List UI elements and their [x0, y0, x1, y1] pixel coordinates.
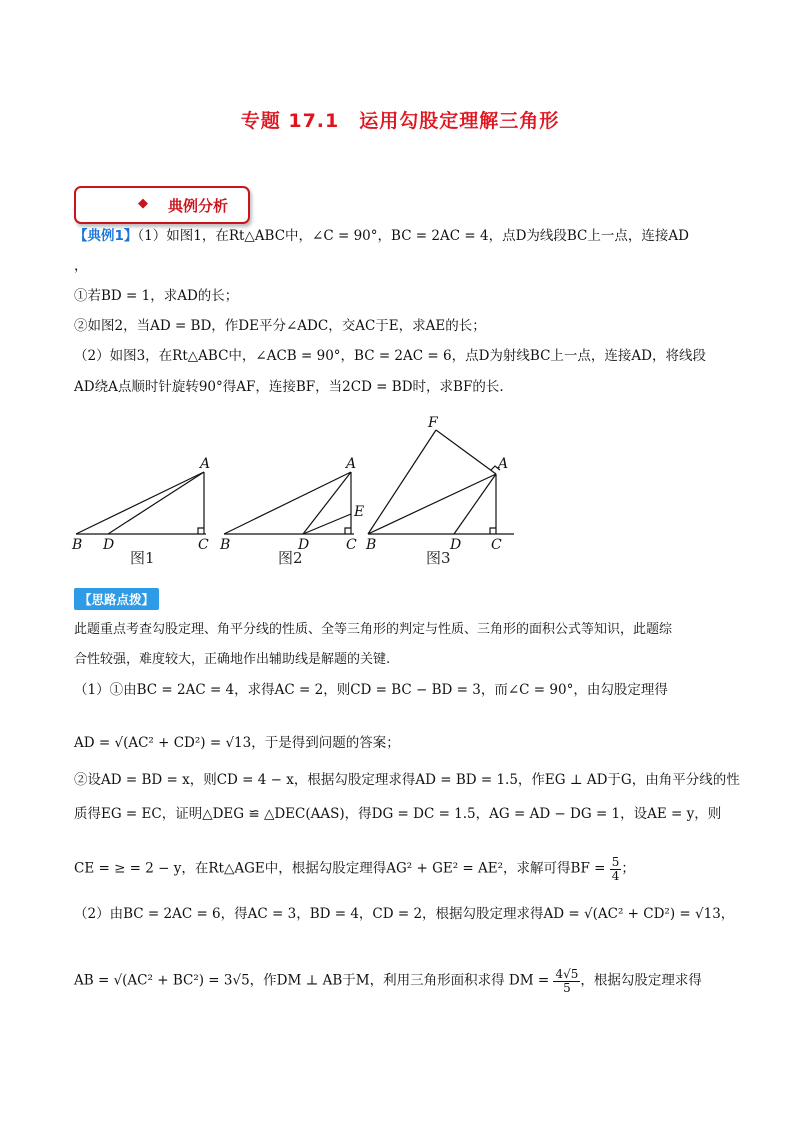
page-title: 专题 17.1 运用勾股定理解三角形 — [240, 110, 560, 132]
fig3-right-angle-c — [490, 528, 496, 534]
question-1: ①若BD = 1，求AD的长； — [74, 288, 239, 304]
fig2-ad — [303, 472, 351, 534]
fraction-dm — [553, 968, 580, 994]
fraction-bf-den: 4 — [611, 868, 620, 883]
fig1-label-b: B — [72, 537, 83, 553]
figure-1 — [76, 472, 206, 534]
solution-line-5-text: CE = ≥ = 2 − y，在Rt△AGE中，根据勾股定理得AG² + GE² = AE²，求解可得BF = — [74, 860, 606, 877]
fig2-ab — [224, 472, 351, 534]
fig1-ad — [108, 472, 204, 534]
example-comma: ， — [74, 258, 88, 274]
fraction-bf — [610, 856, 622, 882]
fig2-caption: 图2 — [278, 549, 303, 567]
fraction-dm-num: 4√5 — [555, 967, 579, 981]
fig2-label-c: C — [346, 537, 357, 553]
fig2-label-e: E — [354, 504, 365, 520]
solution-line-7-text: AB = √(AC² + BC²) = 3√5，作DM ⊥ AB于M，利用三角形面积求得 DM = — [74, 972, 550, 989]
fig2-label-d: D — [298, 537, 310, 553]
fraction-bf-num: 5 — [611, 855, 620, 869]
solution-line-1: （1）①由BC = 2AC = 4，求得AC = 2，则CD = BC − BD = 3，而∠C = 90°，由勾股定理得 — [74, 682, 668, 698]
fig3-label-b: B — [366, 537, 377, 553]
fig3-label-f: F — [428, 415, 438, 431]
section-header — [74, 186, 250, 224]
solution-line-4: 质得EG = EC，证明△DEG ≌ △DEC(AAS)，得DG = DC = 1.5，AG = AD − DG = 1，设AE = y，则 — [74, 806, 722, 822]
fig1-caption: 图1 — [130, 549, 155, 567]
solution-line-7 — [74, 968, 702, 994]
hint-badge: 【思路点拨】 — [74, 588, 159, 610]
example-line-1 — [74, 228, 689, 244]
section-label: 典例分析 — [168, 197, 229, 215]
fig2-label-a: A — [346, 456, 357, 472]
diamond-icon: ◆ — [138, 196, 148, 211]
fig3-label-d: D — [450, 537, 462, 553]
example-text-1: （1）如图1，在Rt△ABC中，∠C = 90°，BC = 2AC = 4，点D为线段BC上一点，连接AD — [137, 228, 689, 244]
question-2: ②如图2，当AD = BD，作DE平分∠ADC，交AC于E，求AE的长； — [74, 318, 486, 334]
example-tag: 【典例1】 — [74, 228, 138, 244]
fig3-ad — [454, 474, 496, 534]
figure-3 — [368, 430, 514, 534]
fig3-label-a: A — [498, 456, 509, 472]
solution-line-7-end: ，根据勾股定理求得 — [580, 972, 702, 989]
question-3a: （2）如图3，在Rt△ABC中，∠ACB = 90°，BC = 2AC = 6，点D为射线BC上一点，连接AD，将线段 — [74, 348, 706, 364]
solution-line-3: ②设AD = BD = x，则CD = 4 − x，根据勾股定理求得AD = BD = 1.5，作EG ⊥ AD于G，由角平分线的性 — [74, 772, 740, 788]
fig2-label-b: B — [220, 537, 231, 553]
fig1-label-d: D — [103, 537, 115, 553]
solution-line-2: AD = √(AC² + CD²) = √13，于是得到问题的答案； — [74, 735, 400, 751]
fig3-fa — [436, 430, 496, 474]
figure-2 — [224, 472, 354, 534]
fig3-caption: 图3 — [426, 549, 451, 567]
question-3b: AD绕A点顺时针旋转90°得AF，连接BF，当2CD = BD时，求BF的长. — [74, 379, 504, 395]
solution-line-5 — [74, 856, 635, 882]
hint-para-1b: 合性较强，难度较大，正确地作出辅助线是解题的关键. — [74, 652, 391, 667]
fig1-label-c: C — [198, 537, 209, 553]
hint-para-1a: 此题重点考查勾股定理、角平分线的性质、全等三角形的判定与性质、三角形的面积公式等知识，此题综 — [74, 622, 673, 637]
geometry-figures — [70, 410, 530, 570]
fig1-ab — [76, 472, 204, 534]
solution-line-5-end: ； — [621, 860, 635, 877]
fraction-dm-den: 5 — [563, 980, 571, 995]
fig1-right-angle — [198, 528, 204, 534]
fig1-label-a: A — [200, 456, 211, 472]
fig3-label-c: C — [491, 537, 502, 553]
solution-line-6: （2）由BC = 2AC = 6，得AC = 3，BD = 4，CD = 2，根据勾股定理求得AD = √(AC² + CD²) = √13， — [74, 906, 735, 922]
fig2-right-angle — [345, 528, 351, 534]
